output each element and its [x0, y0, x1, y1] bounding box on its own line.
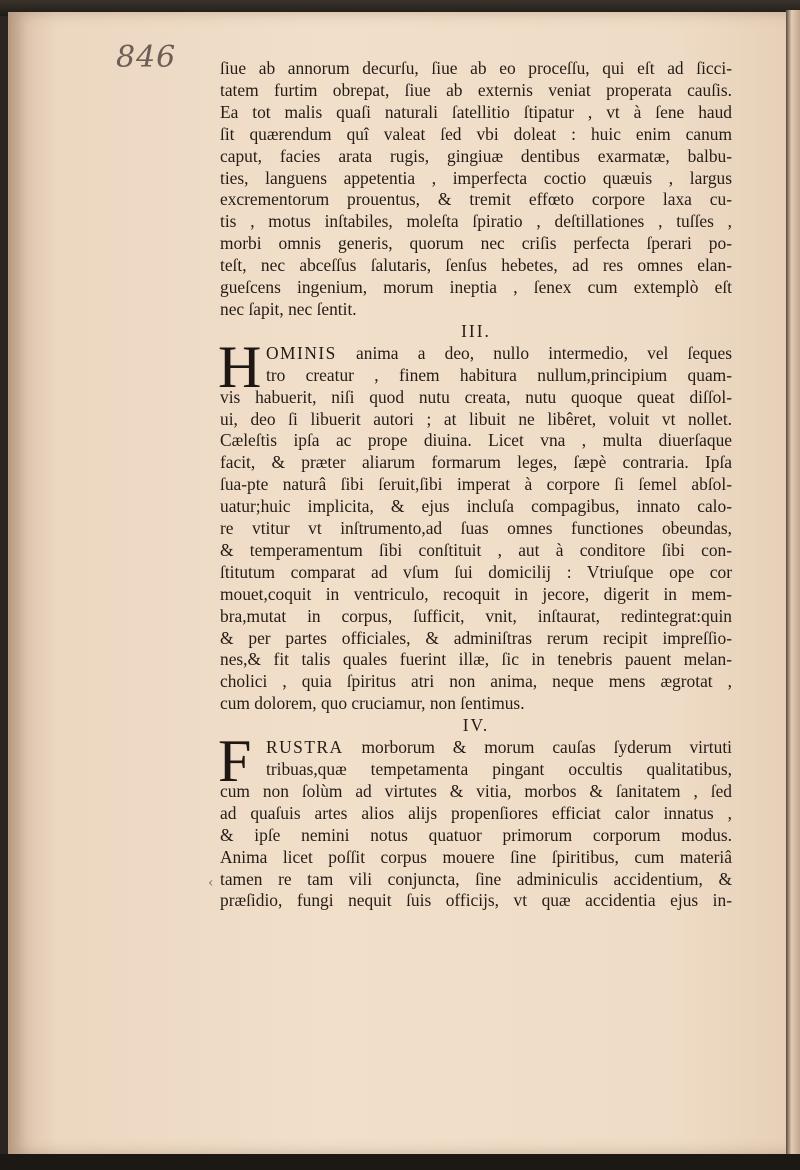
text-line: vis habuerit, niſi quod nutu creata, nutu quoque queat diſſol-	[220, 386, 732, 407]
text-line: teſt, nec abceſſus ſalutaris, ſenſus hebetes, ad res omnes elan-	[220, 255, 732, 276]
text-line: ad quaſuis artes alios alijs propenſiores efficiat calor innatus ,	[220, 802, 732, 823]
paragraph-lines	[220, 781, 732, 912]
paragraph-continuation	[220, 58, 732, 321]
text-line: ties, languens appetentia , imperfecta coctio quæuis , largus	[220, 167, 732, 188]
paragraph-lines	[220, 387, 732, 716]
first-line-text: anima a deo, nullo intermedio, vel ſeques	[336, 342, 732, 363]
section-heading-iv: IV.	[462, 715, 490, 736]
lead-word: RUSTRA	[266, 737, 344, 758]
text-line: excrementorum prouentus, & tremit effœto corpore laxa cu-	[220, 189, 732, 210]
text-line	[220, 343, 732, 365]
text-line: uatur;huic implicita, & ejus incluſa compagibus, innato calo-	[220, 496, 732, 517]
text-line: tro creatur , finem habitura nullum,principium quam-	[266, 364, 732, 385]
text-line: Cæleſtis ipſa ac prope diuina. Licet vna , multa diuerſaque	[220, 430, 732, 451]
text-line: ſit quærendum quî valeat ſed vbi doleat : huic enim canum	[220, 123, 732, 144]
drop-cap-h: H	[218, 333, 262, 400]
section-heading-iii: III.	[461, 320, 491, 341]
text-line: & ipſe nemini notus quatuor primorum corporum modus.	[220, 824, 732, 845]
page-text	[220, 58, 732, 912]
text-line: cholici , quia ſpiritus atri non anima, neque mens ægrotat ,	[220, 671, 732, 692]
text-line: tamen re tam vili conjuncta, ſine adminiculis accidentium, &	[220, 868, 732, 889]
text-line: tis , motus inſtabiles, moleſta ſpiratio , deſtillationes , tuſſes ,	[220, 211, 732, 232]
lead-word: OMINIS	[266, 342, 337, 363]
book-bottom-edge	[0, 1154, 800, 1170]
text-line: facit, & præter aliarum formarum leges, ſæpè contraria. Ipſa	[220, 452, 732, 473]
paragraph-section-iv	[218, 728, 732, 912]
text-line: Anima licet poſſit corpus mouere ſine ſpiritibus, cum materiâ	[220, 846, 732, 867]
text-line: nec ſapit, nec ſentit.	[220, 298, 357, 319]
text-line: tatem furtim obrepat, ſiue ab externis veniat properata cauſis.	[220, 79, 732, 100]
text-line: cum dolorem, quo cruciamur, non ſentimus.	[220, 693, 525, 714]
text-line: bra,mutat in corpus, ſufficit, vnit, inſtaurat, redintegrat:quin	[220, 605, 732, 626]
text-line	[220, 737, 732, 759]
drop-cap-f: F	[218, 728, 252, 795]
text-line: re vtitur vt inſtrumento,ad ſuas omnes functiones obeundas,	[220, 518, 732, 539]
text-line: ſiue ab annorum decurſu, ſiue ab eo proceſſu, qui eſt ad ſicci-	[220, 58, 732, 78]
text-line: nes,& fit talis quales fuerint illæ, ſic in tenebris pauent melan-	[220, 649, 732, 670]
text-line: præſidio, fungi nequit ſuis officijs, vt quæ accidentia ejus in-	[220, 890, 732, 911]
text-line: morbi omnis generis, quorum nec criſis perfecta ſperari po-	[220, 233, 732, 254]
ink-mark: ‹	[208, 875, 214, 891]
first-line-text: morborum & morum cauſas ſyderum virtuti	[343, 737, 732, 758]
page-fore-edge	[786, 10, 800, 1170]
text-line: & per partes officiales, & adminiſtras rerum recipit impreſſio-	[220, 627, 732, 648]
text-line: gueſcens ingenium, morum ineptia , ſenex cum extemplò eſt	[220, 277, 732, 298]
page-number: 846	[116, 40, 177, 75]
text-line: cum non ſolùm ad virtutes & vitia, morbos & ſanitatem , ſed	[220, 780, 732, 801]
text-line: caput, facies arata rugis, gingiuæ dentibus exarmatæ, balbu-	[220, 145, 732, 166]
text-line: mouet,coquit in ventriculo, recoquit in jecore, digerit in mem-	[220, 583, 732, 604]
paragraph-section-iii	[218, 333, 732, 715]
text-line: tribuas,quæ tempetamenta pingant occultis qualitatibus,	[266, 759, 732, 779]
text-line: Ea tot malis quaſi naturali ſatellitio ſtipatur , vt à ſene haud	[220, 101, 732, 122]
text-line: ſtitutum comparat ad vſum ſui domicilij : Vtriuſque ope cor	[220, 561, 732, 582]
text-line: & temperamentum ſibi conſtituit , aut à conditore ſibi con-	[220, 539, 732, 560]
text-line: ui, deo ſi libuerit autori ; at libuit ne libêret, voluit vt nollet.	[220, 408, 732, 429]
text-line: ſua-pte naturâ ſibi ſeruit,ſibi imperat à corpore ſi ſemel abſol-	[220, 474, 732, 495]
